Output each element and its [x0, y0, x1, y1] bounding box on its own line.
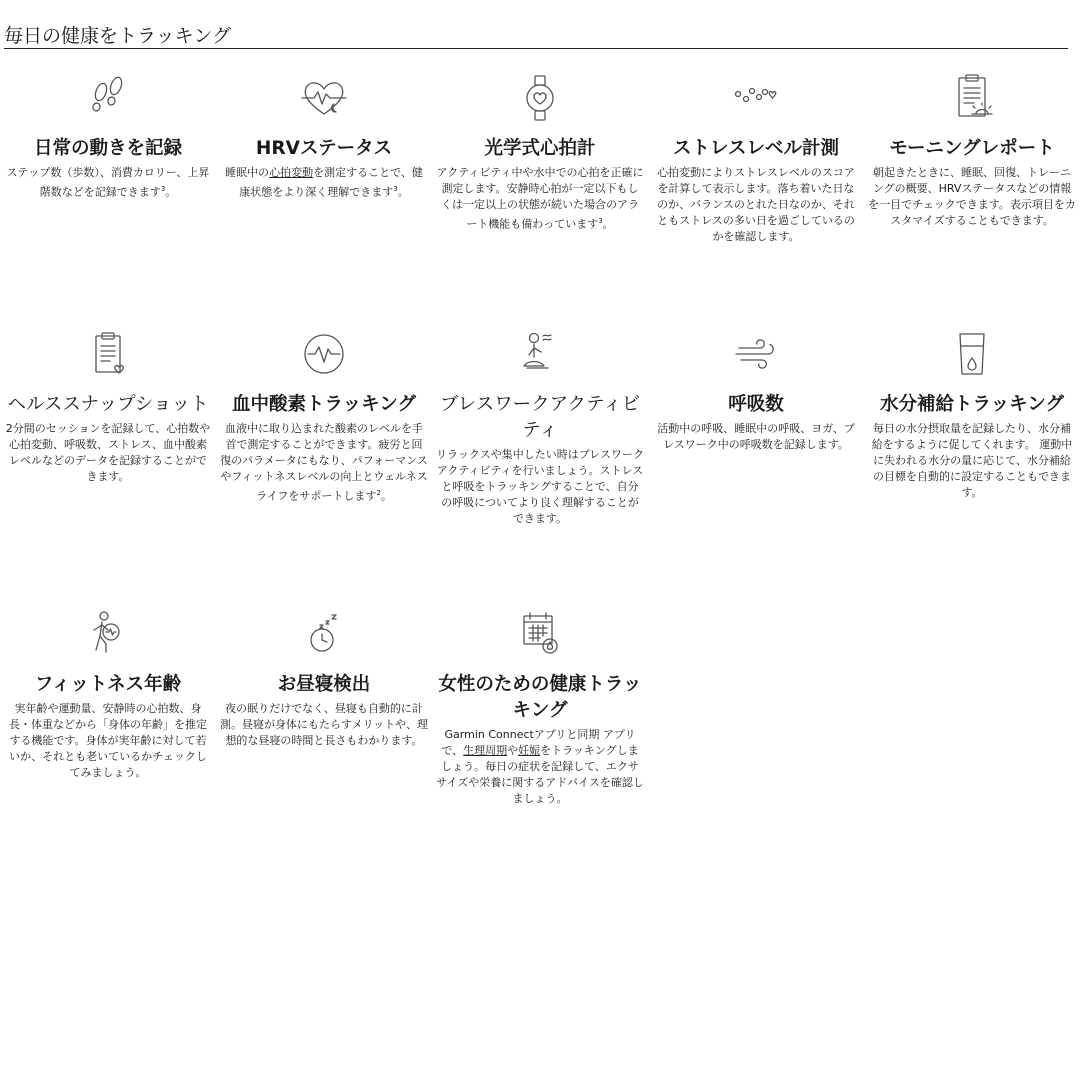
- stress-wave-icon: [648, 70, 864, 126]
- card-title: 光学式心拍計: [484, 138, 596, 159]
- feature-card-hydration: [864, 326, 1080, 501]
- card-title: 呼吸数: [728, 394, 784, 415]
- feature-card-pulse-ox: [216, 326, 432, 505]
- card-title: 女性のための健康トラッキング: [438, 674, 642, 721]
- watch-heart-icon: [432, 70, 648, 126]
- card-title: 血中酸素トラッキング: [231, 394, 417, 415]
- card-title: フィットネス年齢: [34, 674, 182, 695]
- feature-card-hrv-status: [216, 70, 432, 201]
- feature-row-2: [0, 326, 1080, 576]
- card-title: ブレスワークアクティビティ: [439, 394, 641, 441]
- card-description: 実年齢や運動量、安静時の心拍数、身長・体重などから「身体の年齢」を推定する機能です。身体が実年齢に対して若いか、それとも老いているかチェックしてみましょう。: [9, 702, 207, 779]
- card-title: 水分補給トラッキング: [879, 394, 1065, 415]
- menstrual-cycle-link[interactable]: 生理周期: [463, 744, 508, 757]
- feature-card-womens-health: [432, 606, 648, 807]
- card-description: Garmin Connectアプリと同期 アプリで、生理周期や妊娠をトラッキングしましょう。毎日の症状を記録して、エクササイズや栄養に関するアドバイスを確認しましょう。: [436, 728, 644, 805]
- card-description: 活動中の呼吸、睡眠中の呼吸、ヨガ、ブレスワーク中の呼吸数を記録します。: [657, 422, 855, 451]
- footprints-icon: [0, 70, 216, 126]
- card-description: 血液中に取り込まれた酸素のレベルを手首で測定することができます。疲労と回復のパラメータにもなり、パフォーマンスやフィットネスレベルの向上とウェルネスライフをサポートします$^2$。: [220, 422, 428, 503]
- card-description: 毎日の水分摂取量を記録したり、水分補給をするように促してくれます。 運動中に失われる水分の量に応じて、水分補給の目標を自動的に設定することもできます。: [871, 422, 1073, 499]
- clipboard-sun-icon: [864, 70, 1080, 126]
- feature-card-optical-hr: [432, 70, 648, 233]
- card-title: HRVステータス: [255, 138, 393, 159]
- card-description: アクティビティ中や水中での心拍を正確に測定します。安静時心拍が一定以下もしくは一定以上の状態が続いた場合のアラート機能も備わっています$^3$。: [436, 166, 644, 231]
- calendar-drop-icon: [432, 606, 648, 662]
- runner-heart-icon: [0, 606, 216, 662]
- feature-card-respiration: [648, 326, 864, 453]
- pregnancy-link[interactable]: 妊娠: [518, 744, 541, 757]
- water-glass-icon: [864, 326, 1080, 382]
- card-title: モーニングレポート: [889, 138, 1055, 159]
- feature-row-1: [0, 70, 1080, 320]
- page-title: 毎日の健康をトラッキング: [4, 24, 1068, 49]
- pulse-circle-icon: [216, 326, 432, 382]
- card-description: 朝起きたときに、睡眠、回復、トレーニングの概要、HRVステータスなどの情報を一目でチェックできます。表示項目をカスタマイズすることもできます。: [868, 166, 1076, 227]
- feature-card-daily-activity: [0, 70, 216, 201]
- card-title: 日常の動きを記録: [33, 138, 182, 159]
- card-description: 心拍変動によりストレスレベルのスコアを計算して表示します。落ち着いた日なのか、バランスのとれた日なのか、それともストレスの多い日を過ごしているのかを確認します。: [657, 166, 855, 243]
- feature-card-nap-detection: [216, 606, 432, 749]
- feature-card-fitness-age: [0, 606, 216, 781]
- feature-card-breathwork: [432, 326, 648, 527]
- feature-card-morning-report: [864, 70, 1080, 229]
- hrv-link[interactable]: 心拍変動: [269, 166, 314, 179]
- feature-row-3: [0, 606, 1080, 856]
- feature-card-stress: [648, 70, 864, 245]
- card-title: ストレスレベル計測: [673, 138, 839, 159]
- card-description: 夜の眠りだけでなく、昼寝も自動的に計測。昼寝が身体にもたらすメリットや、理想的な昼寝の時間と長さもわかります。: [220, 702, 428, 747]
- card-description: 睡眠中の心拍変動を測定することで、健康状態をより深く理解できます$^3$。: [225, 166, 423, 199]
- nap-clock-icon: [216, 606, 432, 662]
- meditation-icon: [432, 326, 648, 382]
- card-description: 2分間のセッションを記録して、心拍数や心拍変動、呼吸数、ストレス、血中酸素レベルなどのデータを記録することができます。: [5, 422, 211, 483]
- wind-icon: [648, 326, 864, 382]
- clipboard-heart-icon: [0, 326, 216, 382]
- card-title: お昼寝検出: [277, 674, 371, 695]
- feature-card-health-snapshot: [0, 326, 216, 485]
- hrv-heart-icon: [216, 70, 432, 126]
- card-description: ステップ数（歩数）、消費カロリー、上昇階数などを記録できます$^3$。: [6, 166, 210, 199]
- card-title: ヘルススナップショット: [7, 394, 209, 415]
- card-description: リラックスや集中したい時はブレスワークアクティビティを行いましょう。ストレスと呼吸をトラッキングすることで、自分の呼吸についてより良く理解することができます。: [436, 448, 644, 525]
